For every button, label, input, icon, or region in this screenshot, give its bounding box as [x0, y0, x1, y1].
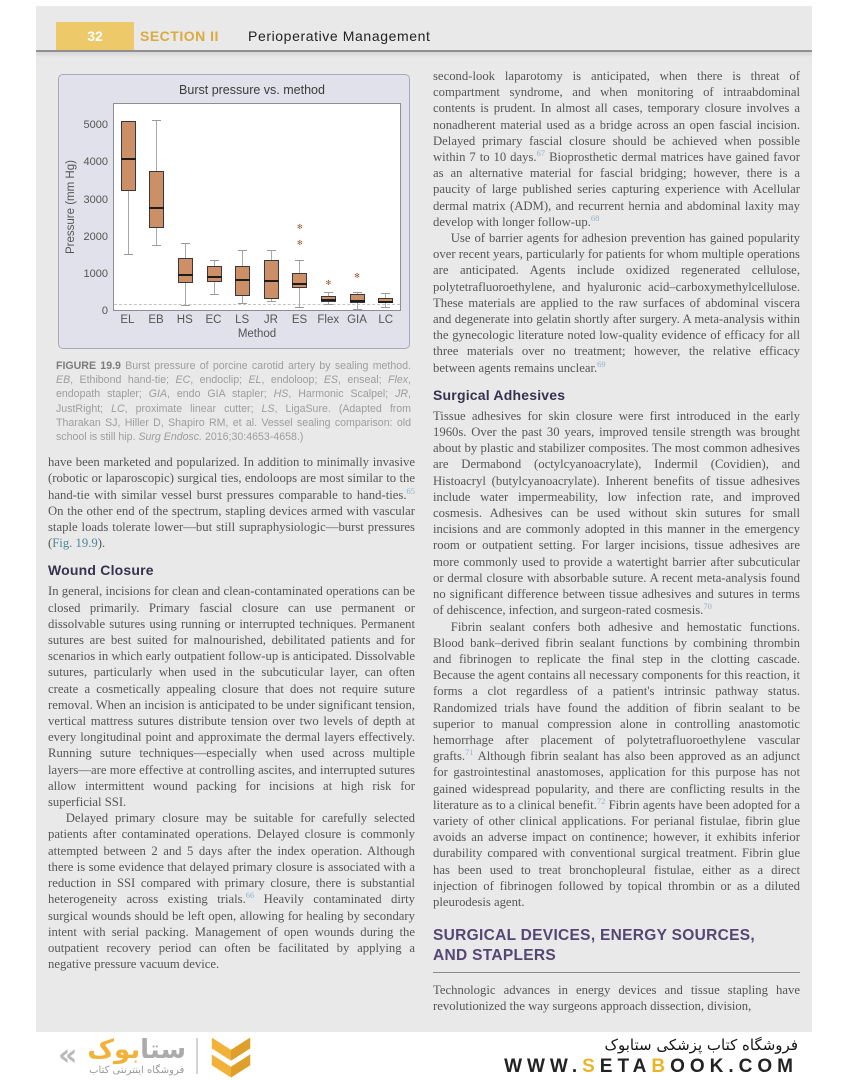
shop-name: فروشگاه کتاب پزشکی ستابوک [604, 1036, 798, 1054]
body-paragraph: Use of barrier agents for adhesion prevention has gained popularity over recent years, particularly for patients for whom multiple operations are anticipated. Agents include oxidized regenerated cellulose, polytetrafluoroethylene, and hyaluronic acid–carboxymethylcellulose. These materials are applied to the raw surfaces of abdominal viscera and degenerate into gelatin shortly after surgery. A meta-analysis within the gynecologic literature noted low-quality evidence of efficacy for all three materials over no treatment; however, the relative efficacy between agents remains unclear.$^{69}$ [433, 231, 800, 375]
section-label: SECTION II [140, 28, 219, 44]
page-header [36, 22, 812, 52]
heading-rule [433, 972, 800, 973]
burst-pressure-chart [58, 74, 410, 349]
heading-surgical-adhesives: Surgical Adhesives [433, 386, 566, 403]
wcap [295, 307, 304, 308]
body-paragraph: have been marketed and popularized. In addition to minimally invasive (robotic or laparoscopic) surgical ties, endoloops are most similar to the hand-tie with similar vessel burst pressures comparable to hand-ties.$^{65}$ On the other end of the spectrum, stapling devices armed with vascular staple loads tolerate lower—but still supraphysiologic—burst pressures (Fig. 19.9). [48, 455, 415, 551]
site-url: WWW.SETABOOK.COM [504, 1056, 798, 1077]
wcap [210, 260, 219, 261]
body-paragraph: second-look laparotomy is anticipated, when there is threat of compartment syndrome, and when monitoring of intraabdominal contents is prudent. In almost all cases, temporary closure involves a nonadherent material used as a bridge across an open fascial incision. Delayed primary fascial closure should be achieved when possible within 7 to 10 days.$^{67}$ Bioprosthetic dermal matrices have gained favor as an alternative material for fascial bridging; however, there is a paucity of large published series capturing experience with Acellular dermal matrix (ADM), and recurrent hernia and abdominal laxity may develop with longer follow-up.$^{68}$ [433, 69, 800, 229]
xtick: GIA [347, 314, 367, 326]
wcap [152, 245, 161, 246]
xtick: LS [235, 314, 250, 326]
wcap [267, 301, 276, 302]
box [121, 121, 136, 192]
body-paragraph: Fibrin sealant confers both adhesive and hemostatic functions. Blood bank–derived fibrin sealant functions by combining thrombin and fibrinogen to replicate the final step in the clotting cascade. Because the agent contains all necessary components for this reaction, it forms a clot regardless of a patient's intrinsic pathway status. Randomized trials have found the addition of fibrin sealant to be superior to manual compression alone in controlling anastomotic hemorrhage after placement of polytetrafluoroethylene vascular grafts.$^{71}$ Although fibrin sealant has also been approved as an adjunct for gastrointestinal anastomoses, application for this purpose has not gained widespread popularity, and there are conflicting results in the literature as to a clinical benefit.$^{72}$ Fibrin agents have been adopted for a variety of other clinical applications. For perianal fistulae, fibrin glue avoids an adverse impact on continence; however, it exhibits inferior durability compared with conventional surgical treatment. Fibrin glue has been used to treat bronchopleural fistulae, either as a direct injection of fibrinogen followed by topical thrombin or as a diluted pleurodesis agent. [433, 619, 801, 909]
wcap [353, 292, 362, 293]
setabook-shield-icon [208, 1033, 254, 1079]
heading-wound-closure: Wound Closure [48, 562, 154, 579]
med [321, 299, 336, 301]
med [350, 300, 365, 302]
med [292, 283, 307, 285]
xtick: EB [148, 314, 164, 326]
ytick: 2000 [83, 230, 108, 243]
logo-text: ستابوک فروشگاه اینترنتی کتاب [87, 1034, 187, 1076]
outlier: ✻ [325, 279, 332, 287]
xtick: LC [378, 314, 394, 326]
outlier: ✻ [296, 224, 303, 232]
wcap [124, 254, 133, 255]
plot-area [113, 103, 401, 311]
wcap [381, 307, 390, 308]
footer-right [504, 1036, 798, 1078]
two-column-layout [48, 68, 800, 1032]
wcap [181, 305, 190, 306]
outlier: ✻ [296, 240, 303, 248]
box [207, 266, 222, 281]
bookstore-footer [0, 1032, 844, 1080]
chevrons-icon: « [58, 1038, 78, 1073]
box [149, 171, 164, 229]
xtick: EL [120, 314, 135, 326]
body-paragraph: Tissue adhesives for skin closure were first introduced in the early 1960s. Over the past 30 years, improved tensile strength was brought about by plastic and stabilizer composites. The most common adhesives are Dermabond (octylcyanoacrylate), Indermil (Covidien), and Histoacryl (butylcyanoacrylate). Inherent benefits of tissue adhesives include water impermeability, low infection rate, and improved cosmesis. Adhesives can be used without skin sutures for small incisions and are commonly adopted in this manner in the emergency room or outpatient setting. For larger incisions, tissue adhesives are more commonly used to provide a watertight barrier after subcuticular or dermal closure with absorbable suture. A recent meta-analysis found no significant difference between tissue adhesives and sutures in terms of dehiscence, infection, and surgeon-rated cosmesis.$^{70}$ [433, 408, 800, 618]
wcap [238, 303, 247, 304]
med [207, 276, 222, 278]
med [121, 158, 136, 160]
xtick: Flex [317, 314, 340, 326]
y-axis-ticks [79, 103, 113, 317]
box [292, 273, 307, 288]
y-axis-label: Pressure (mm Hg) [65, 160, 77, 254]
wcap [353, 309, 362, 310]
logo-divider [196, 1038, 198, 1074]
med [149, 207, 164, 209]
med [235, 279, 250, 281]
ytick: 3000 [83, 193, 108, 206]
left-column [48, 68, 415, 1032]
med [378, 301, 393, 303]
chart-title: Burst pressure vs. method [179, 83, 325, 97]
logo-tagline: فروشگاه اینترنتی کتاب [89, 1064, 185, 1076]
body-paragraph: Technologic advances in energy devices and tissue stapling have revolutionized the way surgeons approach dissection, division, [433, 982, 800, 1014]
x-axis-ticks [113, 314, 400, 326]
xtick: ES [291, 314, 308, 326]
wcap [324, 304, 333, 305]
outlier: ✻ [354, 273, 360, 281]
x-axis-label: Method [237, 328, 277, 340]
wcap [210, 294, 219, 295]
page [36, 6, 812, 1032]
wcap [295, 260, 304, 261]
ytick: 1000 [83, 267, 108, 280]
page-number: 32 [56, 22, 134, 50]
figure-caption: FIGURE 19.9 Burst pressure of porcine carotid artery by sealing method. EB, Ethibond hand-tie; EC, endoclip; EL, endoloop; ES, enseal; Flex, endopath stapler; GIA, endo GIA stapler; HS, Harmonic Scalpel; JR, JustRight; LC, proximate linear cutter; LS, LigaSure. (Adapted from Tharakan SJ, Hiller D, Shapiro RM, et al. Vessel sealing comparison: old school is still hip. Surg Endosc. 2016;30:4653-4658.) [56, 360, 412, 444]
wcap [181, 243, 190, 244]
wcap [152, 120, 161, 121]
ytick: 5000 [83, 119, 108, 132]
box [235, 266, 250, 296]
wcap [381, 293, 390, 294]
wcap [238, 250, 247, 251]
ytick: 4000 [83, 156, 108, 169]
wcap [324, 292, 333, 293]
wcap [267, 250, 276, 251]
ytick: 0 [101, 305, 108, 317]
xtick: EC [205, 314, 222, 326]
xtick: JR [263, 314, 278, 326]
med [178, 274, 193, 276]
xtick: HS [176, 314, 193, 326]
med [264, 280, 279, 282]
heading-surgical-devices: SURGICAL DEVICES, ENERGY SOURCES, AND STAPLERS [433, 927, 755, 964]
setabook-logo [58, 1032, 254, 1080]
section-title: Perioperative Management [248, 28, 431, 44]
body-paragraph: In general, incisions for clean and clean-contaminated operations can be closed primarily. Primary fascial closure can use permanent or dissolvable sutures using running or interrupted techniques. Permanent sutures are best suited for malnourished, debilitated patients and for scenarios in which early outpatient follow-up is anticipated. Dissolvable sutures, particularly when used in the subcuticular layer, can often create a cosmetically appealing closure that does not require suture removal. When an incision is anticipated to be under significant tension, vertical mattress sutures distribute tension over two levels of depth at every longitudinal point and approximate the dermal layers effectively. Running suture techniques—especially when used across multiple layers—are more effective at controlling ascites, and interrupted sutures allow intermittent wound packing for incisions at high risk for superficial SSI. [48, 584, 415, 810]
right-column [433, 68, 800, 1032]
box [178, 258, 193, 283]
body-paragraph: Delayed primary closure may be suitable for carefully selected patients after contaminated operations. Delayed closure is commonly attempted between 2 and 5 days after the index operation. Although there is some evidence that delayed primary closure is associated with a reduction in SSI compared with primary closure, there is substantial heterogeneity across existing trials.$^{66}$ Heavily contaminated dirty surgical wounds should be left open, allowing for healing by secondary intent with serial packing. Management of open wounds during the outpatient recovery period can often be facilitated by applying a negative pressure vacuum device. [48, 811, 415, 972]
